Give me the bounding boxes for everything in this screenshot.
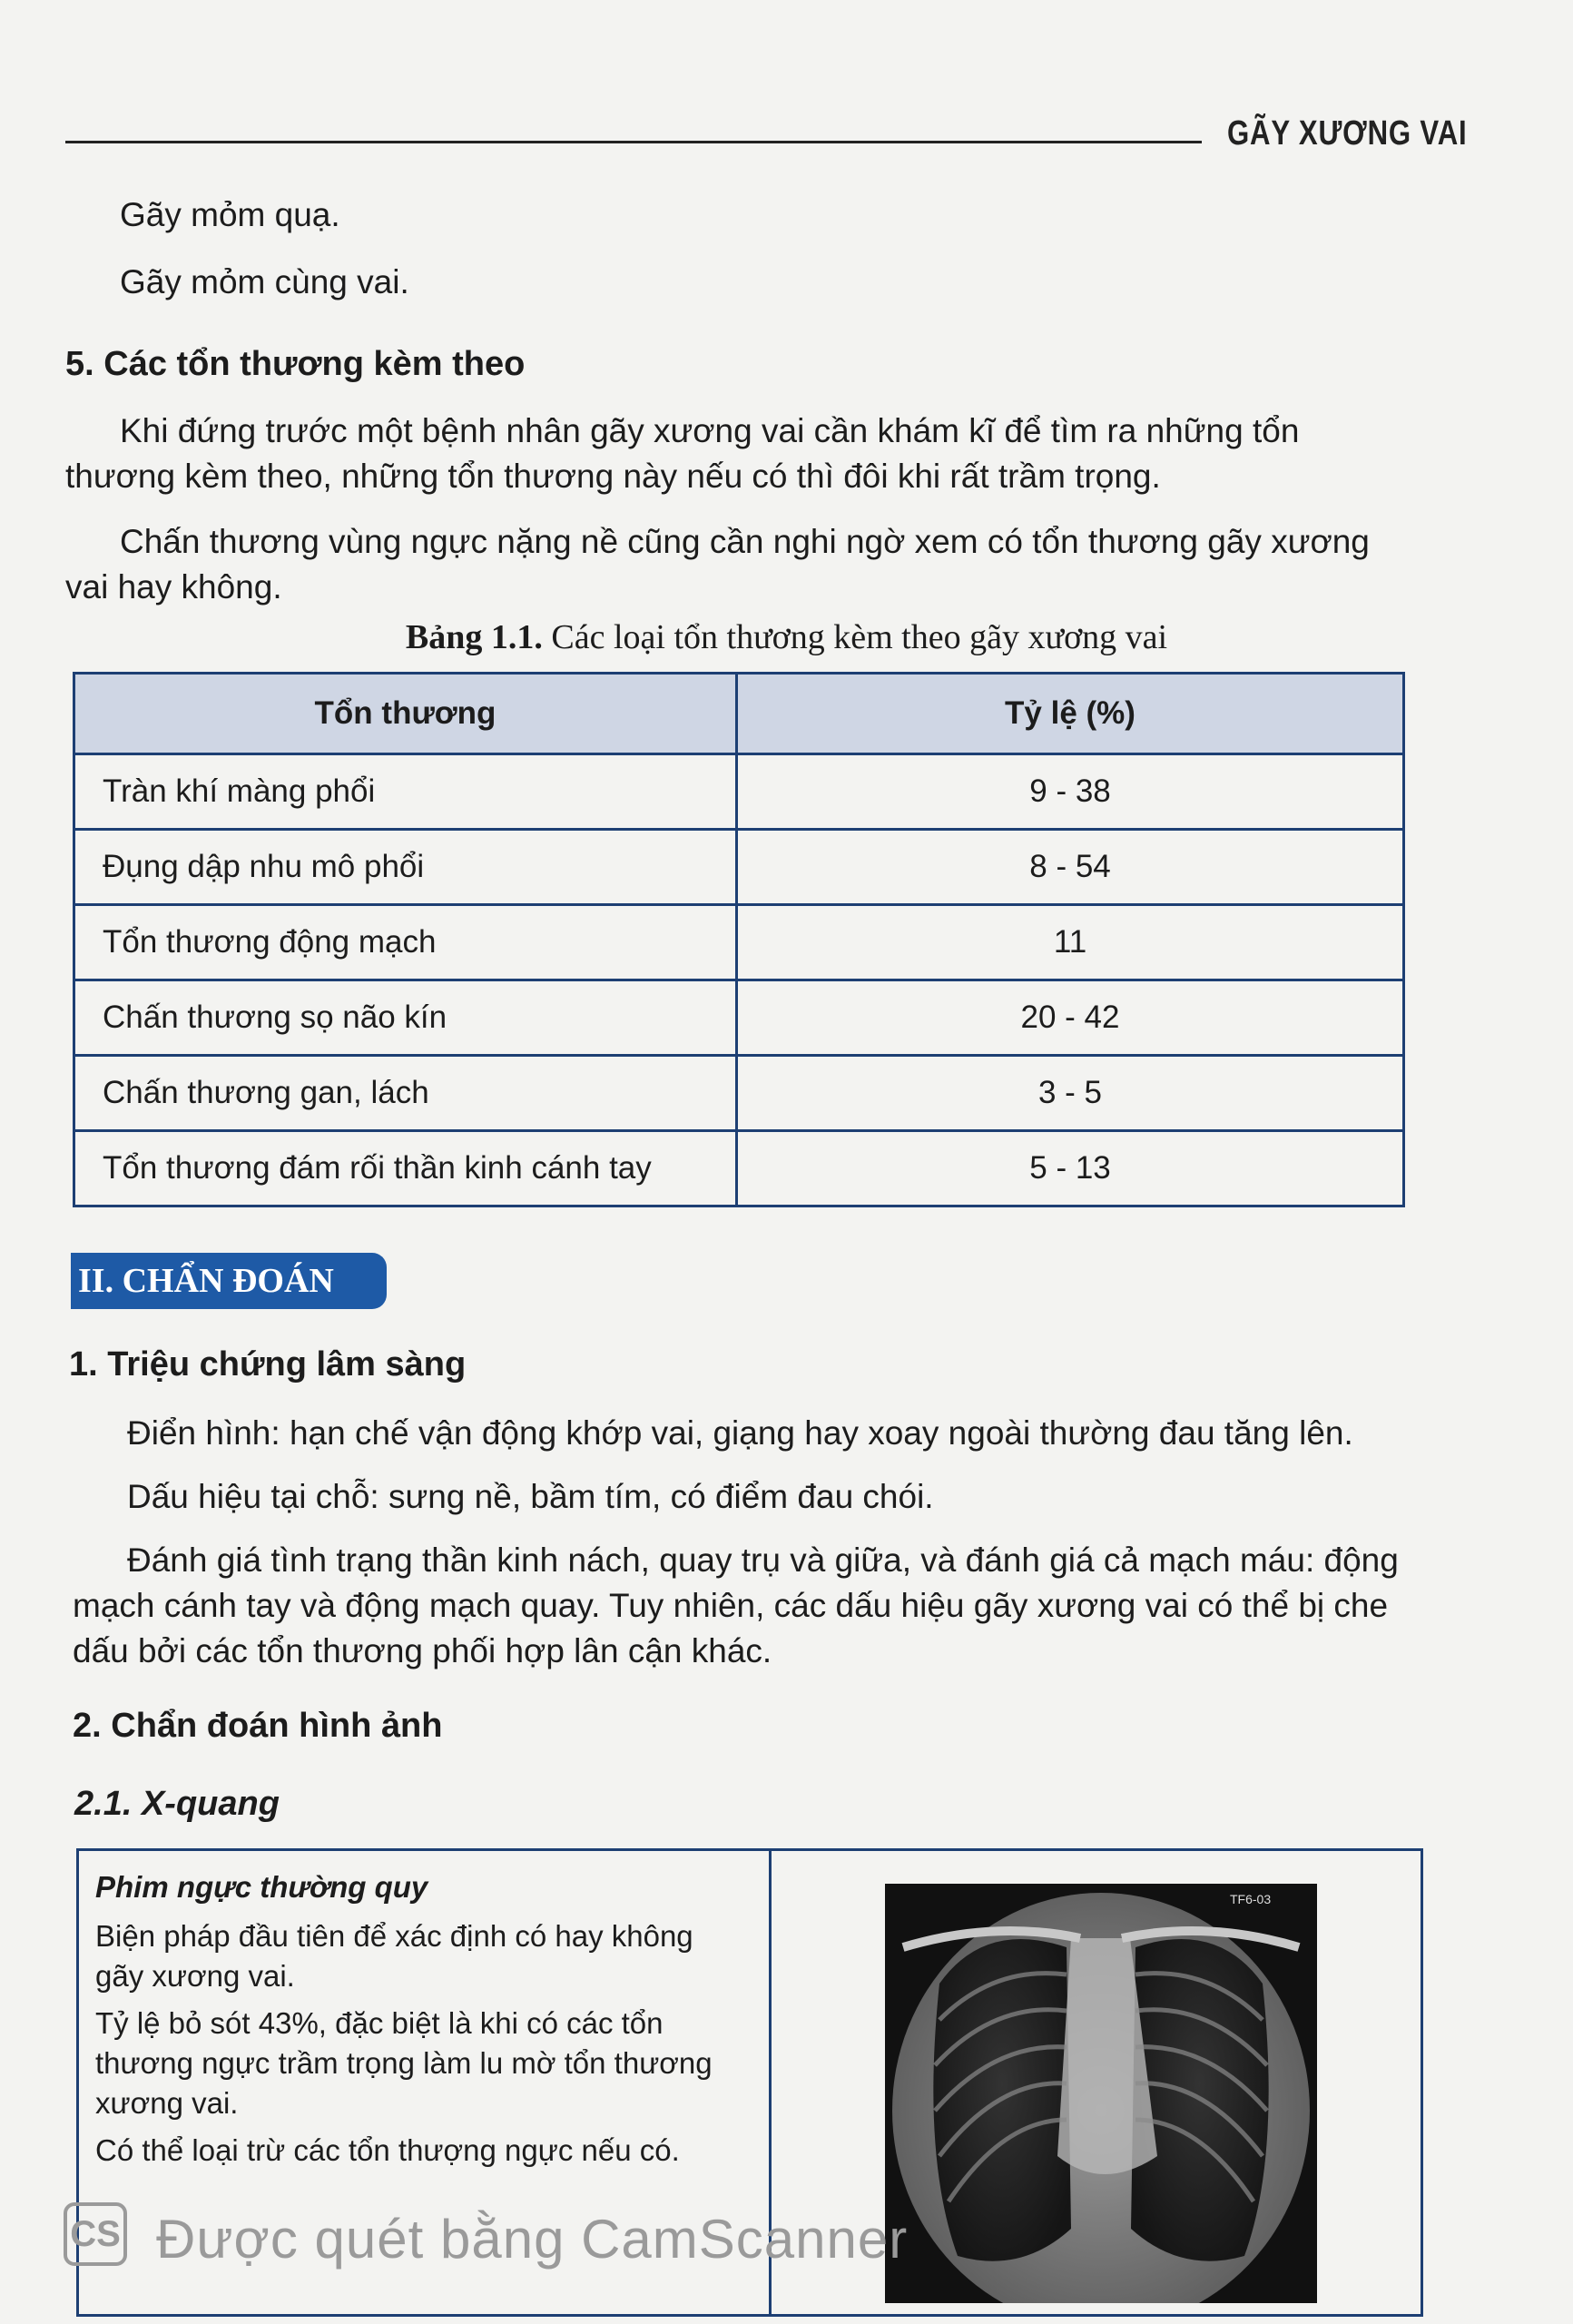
lesion-table [73, 672, 1405, 1207]
section5-heading: 5. Các tổn thương kèm theo [65, 345, 526, 383]
film-label: TF6-03 [1230, 1892, 1272, 1906]
table-caption-label: Bảng 1.1. [405, 618, 543, 656]
chest-film-item-1: Biện pháp đầu tiên để xác định có hay không gãy xương vai. [95, 1919, 693, 1993]
chest-film-title: Phim ngực thường quy [95, 1870, 428, 1904]
lesion-cell: Tràn khí màng phổi [74, 754, 737, 830]
header-rule [65, 141, 1202, 143]
rate-cell: 9 - 38 [737, 754, 1404, 830]
clinical-symptoms-heading: 1. Triệu chứng lâm sàng [69, 1345, 467, 1384]
table-caption [0, 617, 1573, 657]
header-lesion: Tổn thương [74, 674, 737, 754]
table-caption-text: Các loại tổn thương kèm theo gãy xương vai [551, 618, 1168, 656]
chest-xray-drawing [885, 1884, 1317, 2303]
table-row [74, 830, 1404, 905]
clinical-paragraph-2: Dấu hiệu tại chỗ: sưng nề, bầm tím, có điểm đau chói. [127, 1478, 934, 1515]
rate-cell: 20 - 42 [737, 980, 1404, 1056]
rate-cell: 3 - 5 [737, 1056, 1404, 1131]
xray-subheading: 2.1. X-quang [74, 1785, 280, 1823]
table-header-row [74, 674, 1404, 754]
table-row [74, 1131, 1404, 1206]
clinical-paragraph-3: Đánh giá tình trạng thần kinh nách, quay trụ và giữa, và đánh giá cả mạch máu: động mạch cánh tay và động mạch quay. Tuy nhiên, các dấu hiệu gãy xương vai có thể bị che dấu bởi các tổn thương phối hợp lân cận khác. [73, 1541, 1399, 1669]
table-row [74, 905, 1404, 980]
table-row [74, 1056, 1404, 1131]
intro-line-1: Gãy mỏm quạ. [120, 196, 340, 233]
section5-paragraph-1: Khi đứng trước một bệnh nhân gãy xương vai cần khám kĩ để tìm ra những tổn thương kèm theo, những tổn thương này nếu có thì đôi khi rất trầm trọng. [65, 412, 1300, 495]
chest-xray-image [885, 1884, 1317, 2303]
lesion-cell: Chấn thương sọ não kín [74, 980, 737, 1056]
lesion-cell: Tổn thương động mạch [74, 905, 737, 980]
chest-film-text [95, 1867, 749, 2178]
camscanner-logo: CS [64, 2202, 127, 2266]
section5-paragraph-2: Chấn thương vùng ngực nặng nề cũng cần nghi ngờ xem có tổn thương gãy xương vai hay không. [65, 523, 1370, 606]
rate-cell: 8 - 54 [737, 830, 1404, 905]
rate-cell: 11 [737, 905, 1404, 980]
imaging-heading: 2. Chẩn đoán hình ảnh [73, 1707, 443, 1745]
lesion-cell: Đụng dập nhu mô phổi [74, 830, 737, 905]
clinical-paragraph-1: Điển hình: hạn chế vận động khớp vai, giạng hay xoay ngoài thường đau tăng lên. [127, 1414, 1353, 1452]
table-row [74, 754, 1404, 830]
table-row [74, 980, 1404, 1056]
chest-film-item-3: Có thể loại trừ các tổn thượng ngực nếu có. [95, 2133, 680, 2167]
rate-cell: 5 - 13 [737, 1131, 1404, 1206]
chapter-title: GÃY XƯƠNG VAI [1227, 114, 1468, 153]
lesion-cell: Chấn thương gan, lách [74, 1056, 737, 1131]
lesion-cell: Tổn thương đám rối thần kinh cánh tay [74, 1131, 737, 1206]
section2-banner: II. CHẨN ĐOÁN [71, 1253, 387, 1309]
header-rate: Tỷ lệ (%) [737, 674, 1404, 754]
intro-line-2: Gãy mỏm cùng vai. [120, 263, 409, 300]
chest-film-item-2: Tỷ lệ bỏ sót 43%, đặc biệt là khi có các tổn thương ngực trầm trọng làm lu mờ tổn thương xương vai. [95, 2006, 713, 2120]
camscanner-watermark: Được quét bằng CamScanner [156, 2209, 909, 2270]
